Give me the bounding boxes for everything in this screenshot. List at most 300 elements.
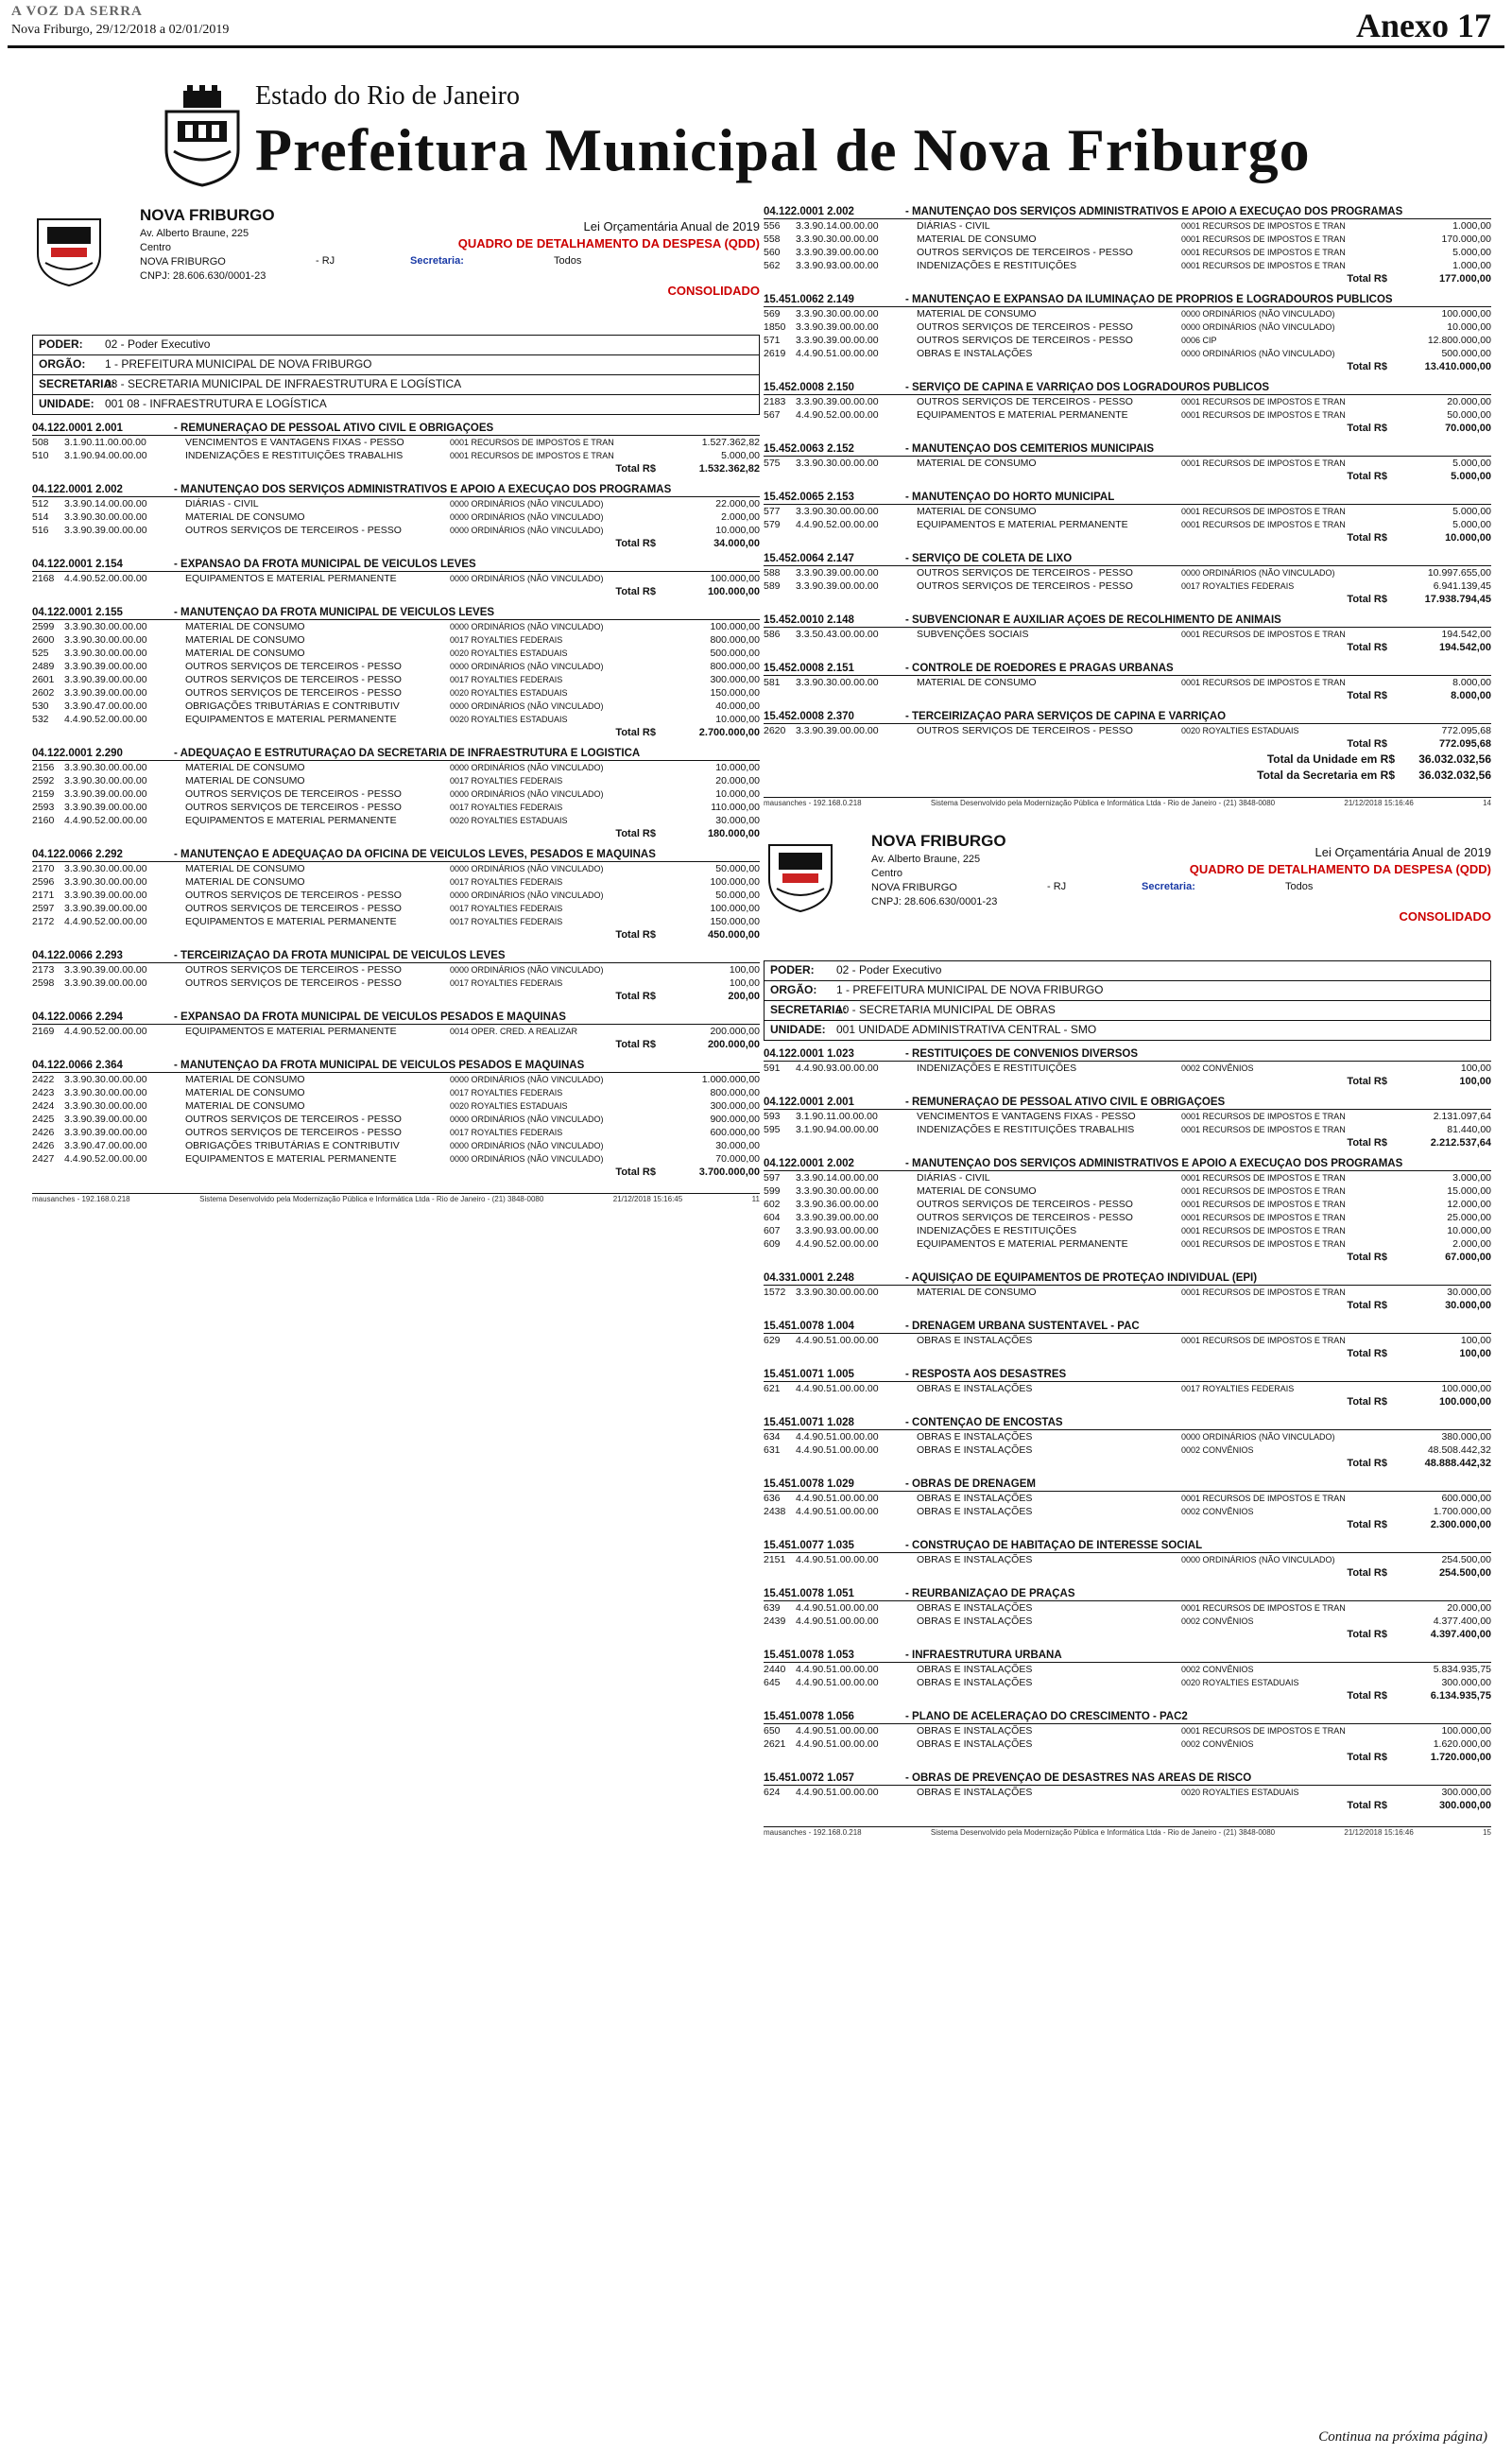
cell: 0001 RECURSOS DE IMPOSTOS E TRAN — [1181, 261, 1346, 270]
city-crest-icon — [764, 832, 837, 913]
cell: OUTROS SERVIÇOS DE TERCEIROS - PESSO — [185, 977, 402, 989]
cell: 609 — [764, 1238, 781, 1250]
cell: 900.000,00 — [710, 1114, 760, 1125]
cell: 3.3.90.39.00.00.00 — [64, 964, 147, 976]
cell: 4.4.90.52.00.00.00 — [64, 1153, 147, 1165]
total-label: Total R$ — [615, 1039, 656, 1050]
table-row — [32, 647, 760, 660]
program-code: 15.451.0078 1.053 — [764, 1650, 854, 1661]
program-title — [764, 663, 1491, 676]
program-total — [764, 737, 1491, 752]
program-code: 15.452.0008 2.370 — [764, 711, 854, 722]
total-value: 13.410.000,00 — [1424, 361, 1491, 372]
address-line: Centro — [140, 242, 172, 253]
cell: 3.3.90.30.00.00.00 — [796, 308, 879, 320]
cell: INDENIZAÇÕES E RESTITUIÇÕES TRABALHIS — [185, 450, 404, 461]
cell: 636 — [764, 1493, 781, 1504]
program-block — [32, 1060, 760, 1180]
cell: 10.997.655,00 — [1427, 567, 1491, 579]
city-crest-icon — [157, 83, 248, 187]
cell: 0020 ROYALTIES ESTADUAIS — [1181, 1788, 1299, 1797]
cell: 3.3.90.30.00.00.00 — [64, 511, 147, 523]
cnpj: CNPJ: 28.606.630/0001-23 — [871, 896, 998, 907]
cell: EQUIPAMENTOS E MATERIAL PERMANENTE — [185, 1026, 397, 1037]
cell: OUTROS SERVIÇOS DE TERCEIROS - PESSO — [917, 1199, 1133, 1210]
cell: 602 — [764, 1199, 781, 1210]
total-value: 100.000,00 — [707, 586, 760, 597]
program-total — [764, 470, 1491, 484]
address-line: Av. Alberto Braune, 225 — [871, 854, 981, 865]
program-block — [764, 614, 1491, 655]
cell: EQUIPAMENTOS E MATERIAL PERMANENTE — [185, 815, 397, 826]
program-name: - SUBVENCIONAR E AUXILIAR AÇÕES DE RECOLHIMENTO DE ANIMAIS — [905, 614, 1281, 626]
cell: 4.4.90.51.00.00.00 — [796, 1444, 879, 1456]
program-name: - REURBANIZAÇÃO DE PRAÇAS — [905, 1588, 1075, 1599]
total-label: Total R$ — [1347, 1300, 1387, 1311]
cell: 512 — [32, 498, 49, 510]
program-block — [764, 711, 1491, 752]
cell: 2160 — [32, 815, 55, 826]
cell: 4.4.90.51.00.00.00 — [796, 1431, 879, 1443]
total-label: Total R$ — [1347, 1137, 1387, 1149]
table-row — [764, 320, 1491, 334]
cell: 70.000,00 — [715, 1153, 760, 1165]
program-code: 15.452.0063 2.152 — [764, 443, 854, 455]
unidade-label: UNIDADE: — [770, 1023, 826, 1036]
cell: OBRAS E INSTALAÇÕES — [917, 1383, 1033, 1394]
program-title — [32, 559, 760, 572]
table-row — [764, 505, 1491, 518]
table-row — [764, 1123, 1491, 1136]
cell: 1.000.000,00 — [701, 1074, 760, 1085]
cell: 0017 ROYALTIES FEDERAIS — [450, 803, 563, 812]
program-name: - SERVIÇO DE CAPINA E VARRIÇÃO DOS LOGRADOUROS PÚBLICOS — [905, 382, 1270, 393]
program-total — [32, 827, 760, 841]
cell: 514 — [32, 511, 49, 523]
cell: 0002 CONVÊNIOS — [1181, 1507, 1254, 1516]
secretaria-label: SECRETARIA: — [770, 1003, 848, 1016]
cell: EQUIPAMENTOS E MATERIAL PERMANENTE — [185, 573, 397, 584]
total-value: 17.938.794,45 — [1424, 594, 1491, 605]
program-name: - MANUTENÇÃO DOS SERVIÇOS ADMINISTRATIVOS E APOIO A EXECUÇÃO DOS PROGRAMAS — [905, 1158, 1403, 1169]
footer-date: 21/12/2018 15:16:46 — [1344, 1828, 1414, 1837]
unidade-line — [33, 395, 759, 414]
cell: 3.3.90.39.00.00.00 — [64, 661, 147, 672]
total-label: Total R$ — [1347, 1629, 1387, 1640]
newspaper-name: A VOZ DA SERRA — [11, 4, 143, 19]
cell: OUTROS SERVIÇOS DE TERCEIROS - PESSO — [185, 890, 402, 901]
orgao-line — [765, 981, 1490, 1001]
cell: INDENIZAÇÕES E RESTITUIÇÕES — [917, 260, 1077, 271]
cell: 5.000,00 — [1452, 506, 1491, 517]
masthead — [142, 62, 1370, 195]
cell: 604 — [764, 1212, 781, 1223]
table-row — [32, 686, 760, 700]
table-row — [764, 457, 1491, 470]
program-total — [32, 1166, 760, 1180]
cell: 3.3.90.30.00.00.00 — [796, 1287, 879, 1298]
program-total — [32, 928, 760, 942]
total-value: 100.000,00 — [1438, 1396, 1491, 1408]
cell: OUTROS SERVIÇOS DE TERCEIROS - PESSO — [185, 525, 402, 536]
cell: 0002 CONVÊNIOS — [1181, 1665, 1254, 1674]
table-row — [764, 566, 1491, 579]
cell: 3.3.90.39.00.00.00 — [796, 335, 879, 346]
cell: 3.3.90.30.00.00.00 — [796, 1185, 879, 1197]
budget-law: Lei Orçamentária Anual de 2019 — [583, 219, 760, 233]
cell: 0000 ORDINÁRIOS (NÃO VINCULADO) — [450, 701, 604, 711]
cell: 639 — [764, 1602, 781, 1614]
cell: 0020 ROYALTIES ESTADUAIS — [450, 648, 568, 658]
table-row — [764, 1615, 1491, 1628]
cell: 510 — [32, 450, 49, 461]
cell: 0002 CONVÊNIOS — [1181, 1445, 1254, 1455]
cell: 562 — [764, 260, 781, 271]
cell: MATERIAL DE CONSUMO — [185, 621, 305, 632]
table-row — [32, 774, 760, 787]
secretaria-filter-value: Todos — [554, 255, 582, 267]
total-label: Total R$ — [1347, 532, 1387, 544]
cell: 3.3.90.30.00.00.00 — [64, 762, 147, 773]
total-label: Total R$ — [615, 991, 656, 1002]
cell: 3.3.90.47.00.00.00 — [64, 700, 147, 712]
program-block — [764, 443, 1491, 484]
table-row — [764, 1198, 1491, 1211]
cell: 624 — [764, 1787, 781, 1798]
cell: 2173 — [32, 964, 55, 976]
cell: 30.000,00 — [1447, 1287, 1491, 1298]
table-row — [764, 1286, 1491, 1299]
table-row — [32, 1152, 760, 1166]
cell: MATERIAL DE CONSUMO — [917, 1185, 1037, 1197]
total-label: Total R$ — [615, 463, 656, 475]
cell: 650 — [764, 1725, 781, 1737]
cell: OUTROS SERVIÇOS DE TERCEIROS - PESSO — [917, 335, 1133, 346]
total-label: Total R$ — [1347, 1752, 1387, 1763]
report-footer — [32, 1193, 760, 1205]
cell: 0001 RECURSOS DE IMPOSTOS E TRAN — [1181, 1494, 1346, 1503]
orgao-line — [33, 355, 759, 375]
cell: 0020 ROYALTIES ESTADUAIS — [450, 688, 568, 698]
cell: OUTROS SERVIÇOS DE TERCEIROS - PESSO — [185, 903, 402, 914]
program-code: 15.451.0078 1.004 — [764, 1321, 854, 1332]
cell: 0001 RECURSOS DE IMPOSTOS E TRAN — [1181, 1173, 1346, 1183]
cell: OBRAS E INSTALAÇÕES — [917, 1554, 1033, 1565]
secretaria-total — [764, 768, 1491, 784]
left-column — [32, 199, 760, 1205]
total-label: Total R$ — [1347, 471, 1387, 482]
orgao-value: 1 - PREFEITURA MUNICIPAL DE NOVA FRIBURGO — [105, 357, 372, 371]
program-name: - EXPANSÃO DA FROTA MUNICIPAL DE VEÍCULOS PESADOS E MÁQUINAS — [174, 1011, 566, 1023]
cell: 5.000,00 — [1452, 247, 1491, 258]
total-value: 2.300.000,00 — [1430, 1519, 1491, 1530]
program-title — [764, 382, 1491, 395]
cell: MATERIAL DE CONSUMO — [917, 308, 1037, 320]
program-code: 15.451.0071 1.005 — [764, 1369, 854, 1380]
cell: 100.000,00 — [710, 621, 760, 632]
program-total — [32, 585, 760, 599]
cell: OBRAS E INSTALAÇÕES — [917, 1616, 1033, 1627]
prefecture-title: Prefeitura Municipal de Nova Friburgo — [255, 116, 1311, 183]
cell: 10.000,00 — [1447, 1225, 1491, 1236]
table-row — [32, 1025, 760, 1038]
table-row — [32, 801, 760, 814]
cell: OBRAS E INSTALAÇÕES — [917, 1602, 1033, 1614]
footer-system: Sistema Desenvolvido pela Modernização Pública e Informática Ltda - Rio de Janeiro - (21) 3848-0080 — [930, 1828, 1276, 1837]
cell: DIÁRIAS - CIVIL — [185, 498, 259, 510]
program-block — [764, 1588, 1491, 1642]
cell: 0017 ROYALTIES FEDERAIS — [450, 917, 563, 926]
total-label: Total R$ — [615, 727, 656, 738]
cell: 2423 — [32, 1087, 55, 1098]
program-name: - MANUTENÇÃO E ADEQUAÇÃO DA OFICINA DE VEÍCULOS LEVES, PESADOS E MÁQUINAS — [174, 849, 656, 860]
table-row — [32, 524, 760, 537]
cell: 0020 ROYALTIES ESTADUAIS — [1181, 1678, 1299, 1687]
footer-page: 11 — [751, 1195, 760, 1203]
footer-user: mausanches - 192.168.0.218 — [764, 1828, 862, 1837]
cell: 3.3.90.39.00.00.00 — [64, 1114, 147, 1125]
program-total — [764, 641, 1491, 655]
cell: 22.000,00 — [715, 498, 760, 510]
cell: 0002 CONVÊNIOS — [1181, 1063, 1254, 1073]
total-value: 2.212.537,64 — [1430, 1137, 1491, 1149]
table-row — [32, 915, 760, 928]
cell: 6.941.139,45 — [1433, 580, 1491, 592]
program-code: 04.122.0001 2.001 — [764, 1097, 854, 1108]
program-name: - MANUTENÇÃO E EXPANSÃO DA ILUMINAÇÃO DE PRÓPRIOS E LOGRADOUROS PÚBLICOS — [905, 294, 1393, 305]
program-code: 04.331.0001 2.248 — [764, 1272, 854, 1284]
cell: 0000 ORDINÁRIOS (NÃO VINCULADO) — [450, 890, 604, 900]
table-row — [32, 436, 760, 449]
program-total — [764, 1251, 1491, 1265]
cell: 5.834.935,75 — [1433, 1664, 1491, 1675]
city-name: NOVA FRIBURGO — [871, 832, 1006, 850]
cell: 2.000,00 — [1452, 1238, 1491, 1250]
newspaper-header — [0, 0, 1512, 53]
cell: 5.000,00 — [721, 450, 760, 461]
footer-user: mausanches - 192.168.0.218 — [32, 1195, 130, 1203]
cell: 532 — [32, 714, 49, 725]
cell: 0001 RECURSOS DE IMPOSTOS E TRAN — [1181, 1603, 1346, 1613]
table-row — [32, 1126, 760, 1139]
cell: 3.3.90.14.00.00.00 — [796, 1172, 879, 1184]
total-value: 8.000,00 — [1451, 690, 1491, 701]
cell: 800.000,00 — [710, 634, 760, 646]
poder-value: 02 - Poder Executivo — [105, 337, 211, 351]
program-code: 04.122.0001 2.002 — [764, 206, 854, 217]
cell: 10.000,00 — [715, 525, 760, 536]
footer-page: 14 — [1483, 799, 1491, 807]
cell: MATERIAL DE CONSUMO — [185, 511, 305, 523]
cell: OBRAS E INSTALAÇÕES — [917, 1506, 1033, 1517]
cell: 15.000,00 — [1447, 1185, 1491, 1197]
table-row — [32, 660, 760, 673]
cell: OUTROS SERVIÇOS DE TERCEIROS - PESSO — [917, 580, 1133, 592]
cell: 2621 — [764, 1738, 786, 1750]
cell: 48.508.442,32 — [1427, 1444, 1491, 1456]
poder-value: 02 - Poder Executivo — [836, 963, 942, 976]
cell: MATERIAL DE CONSUMO — [917, 458, 1037, 469]
program-block — [32, 1011, 760, 1052]
program-total — [32, 726, 760, 740]
total-value: 100,00 — [1459, 1348, 1491, 1359]
program-title — [764, 1272, 1491, 1286]
cell: 0000 ORDINÁRIOS (NÃO VINCULADO) — [450, 763, 604, 772]
cell: 3.3.90.36.00.00.00 — [796, 1199, 879, 1210]
cell: MATERIAL DE CONSUMO — [185, 1087, 305, 1098]
cell: 2602 — [32, 687, 55, 699]
table-row — [764, 724, 1491, 737]
table-row — [32, 787, 760, 801]
cell: 4.4.90.52.00.00.00 — [64, 1026, 147, 1037]
program-code: 04.122.0001 2.002 — [764, 1158, 854, 1169]
cell: 3.3.50.43.00.00.00 — [796, 629, 879, 640]
cell: 1850 — [764, 321, 786, 333]
program-block — [764, 1048, 1491, 1089]
program-code: 15.451.0078 1.056 — [764, 1711, 854, 1722]
program-list — [764, 1048, 1491, 1813]
cell: 2596 — [32, 876, 55, 888]
cell: 530 — [32, 700, 49, 712]
program-title — [764, 1540, 1491, 1553]
cell: 800.000,00 — [710, 1087, 760, 1098]
program-name: - TERCEIRIZAÇÃO PARA SERVIÇOS DE CAPINA E VARRIÇÃO — [905, 711, 1227, 722]
total-value: 6.134.935,75 — [1430, 1690, 1491, 1702]
total-label: Total R$ — [1347, 1348, 1387, 1359]
cell: 4.4.90.52.00.00.00 — [796, 409, 879, 421]
cell: 0017 ROYALTIES FEDERAIS — [450, 904, 563, 913]
cell: 0001 RECURSOS DE IMPOSTOS E TRAN — [1181, 221, 1346, 231]
program-title — [764, 1772, 1491, 1786]
total-value: 1.720.000,00 — [1430, 1752, 1491, 1763]
program-total — [764, 1518, 1491, 1532]
cell: OUTROS SERVIÇOS DE TERCEIROS - PESSO — [185, 674, 402, 685]
program-list — [764, 206, 1491, 752]
cell: 2427 — [32, 1153, 55, 1165]
cell: 194.542,00 — [1441, 629, 1491, 640]
table-row — [32, 510, 760, 524]
cell: 2601 — [32, 674, 55, 685]
total-label: Total R$ — [1347, 361, 1387, 372]
total-label: Total R$ — [615, 929, 656, 941]
cell: 4.4.90.51.00.00.00 — [796, 1738, 879, 1750]
header-rule — [8, 45, 1504, 48]
program-name: - REMUNERAÇÃO DE PESSOAL ATIVO CIVIL E OBRIGAÇÕES — [905, 1097, 1226, 1108]
cell: 4.4.90.51.00.00.00 — [796, 1335, 879, 1346]
program-block — [764, 1369, 1491, 1409]
program-name: - CONTENÇÃO DE ENCOSTAS — [905, 1417, 1063, 1428]
orgao-value: 1 - PREFEITURA MUNICIPAL DE NOVA FRIBURGO — [836, 983, 1104, 996]
cell: 0001 RECURSOS DE IMPOSTOS E TRAN — [1181, 630, 1346, 639]
cell: 0001 RECURSOS DE IMPOSTOS E TRAN — [1181, 458, 1346, 468]
cell: 577 — [764, 506, 781, 517]
cell: OBRAS E INSTALAÇÕES — [917, 1444, 1033, 1456]
total-value: 300.000,00 — [1438, 1800, 1491, 1811]
orgao-label: ORGÃO: — [770, 983, 817, 996]
program-block — [764, 1711, 1491, 1765]
program-block — [764, 382, 1491, 436]
cell: 2599 — [32, 621, 55, 632]
cell: EQUIPAMENTOS E MATERIAL PERMANENTE — [185, 714, 397, 725]
cell: OBRIGAÇÕES TRIBUTÁRIAS E CONTRIBUTIV — [185, 1140, 400, 1151]
cell: 2426 — [32, 1140, 55, 1151]
unidade-value: 001 08 - INFRAESTRUTURA E LOGÍSTICA — [105, 397, 327, 410]
program-name: - SERVIÇO DE COLETA DE LIXO — [905, 553, 1073, 564]
program-title — [32, 950, 760, 963]
program-code: 15.452.0008 2.151 — [764, 663, 854, 674]
cell: EQUIPAMENTOS E MATERIAL PERMANENTE — [917, 1238, 1128, 1250]
cell: 300.000,00 — [1441, 1787, 1491, 1798]
table-row — [32, 1073, 760, 1086]
program-code: 15.452.0010 2.148 — [764, 614, 854, 626]
consolidated-label: CONSOLIDADO — [1399, 909, 1491, 924]
program-name: - MANUTENÇÃO DA FROTA MUNICIPAL DE VEÍCULOS LEVES — [174, 607, 495, 618]
table-row — [764, 1553, 1491, 1566]
annex-title: Anexo 17 — [1356, 7, 1491, 44]
cell: 0001 RECURSOS DE IMPOSTOS E TRAN — [1181, 397, 1346, 406]
cell: 30.000,00 — [715, 1140, 760, 1151]
cell: OBRAS E INSTALAÇÕES — [917, 1787, 1033, 1798]
cell: 0001 RECURSOS DE IMPOSTOS E TRAN — [450, 438, 614, 447]
total-value: 67.000,00 — [1445, 1252, 1491, 1263]
cell: 0001 RECURSOS DE IMPOSTOS E TRAN — [1181, 1213, 1346, 1222]
cell: 2159 — [32, 788, 55, 800]
program-total — [764, 422, 1491, 436]
program-name: - RESTITUIÇÕES DE CONVÊNIOS DIVERSOS — [905, 1048, 1139, 1060]
cell: 2424 — [32, 1100, 55, 1112]
cell: 800.000,00 — [710, 661, 760, 672]
cell: OUTROS SERVIÇOS DE TERCEIROS - PESSO — [185, 687, 402, 699]
cell: 5.000,00 — [1452, 519, 1491, 530]
table-row — [764, 1224, 1491, 1237]
cell: OUTROS SERVIÇOS DE TERCEIROS - PESSO — [917, 321, 1133, 333]
cell: 500.000,00 — [710, 648, 760, 659]
program-title — [764, 614, 1491, 628]
program-total — [32, 537, 760, 551]
cell: 0001 RECURSOS DE IMPOSTOS E TRAN — [1181, 410, 1346, 420]
cell: 631 — [764, 1444, 781, 1456]
program-code: 15.452.0065 2.153 — [764, 492, 854, 503]
cell: OBRAS E INSTALAÇÕES — [917, 1677, 1033, 1688]
program-title — [764, 1158, 1491, 1171]
cell: 110.000,00 — [711, 802, 760, 813]
cell: 0017 ROYALTIES FEDERAIS — [450, 675, 563, 684]
cell: 50.000,00 — [715, 890, 760, 901]
program-block — [764, 1772, 1491, 1813]
program-total — [764, 1628, 1491, 1642]
cell: 0017 ROYALTIES FEDERAIS — [450, 877, 563, 887]
cell: 12.800.000,00 — [1427, 335, 1491, 346]
report-footer — [764, 797, 1491, 809]
cell: 586 — [764, 629, 781, 640]
cell: 0017 ROYALTIES FEDERAIS — [450, 635, 563, 645]
cell: 2156 — [32, 762, 55, 773]
org-box — [32, 335, 760, 415]
address-line: NOVA FRIBURGO — [140, 256, 226, 268]
total-label: Total R$ — [615, 1167, 656, 1178]
cell: 2.131.097,64 — [1433, 1111, 1491, 1122]
cell: 579 — [764, 519, 781, 530]
cell: 1.527.362,82 — [701, 437, 760, 448]
city-crest-icon — [32, 206, 106, 287]
secretaria-total-value: 36.032.032,56 — [1418, 769, 1491, 782]
cell: 3.1.90.94.00.00.00 — [64, 450, 147, 461]
table-row — [32, 963, 760, 976]
table-row — [764, 1334, 1491, 1347]
program-code: 15.451.0072 1.057 — [764, 1772, 854, 1784]
cell: 556 — [764, 220, 781, 232]
right-column — [764, 199, 1491, 1839]
